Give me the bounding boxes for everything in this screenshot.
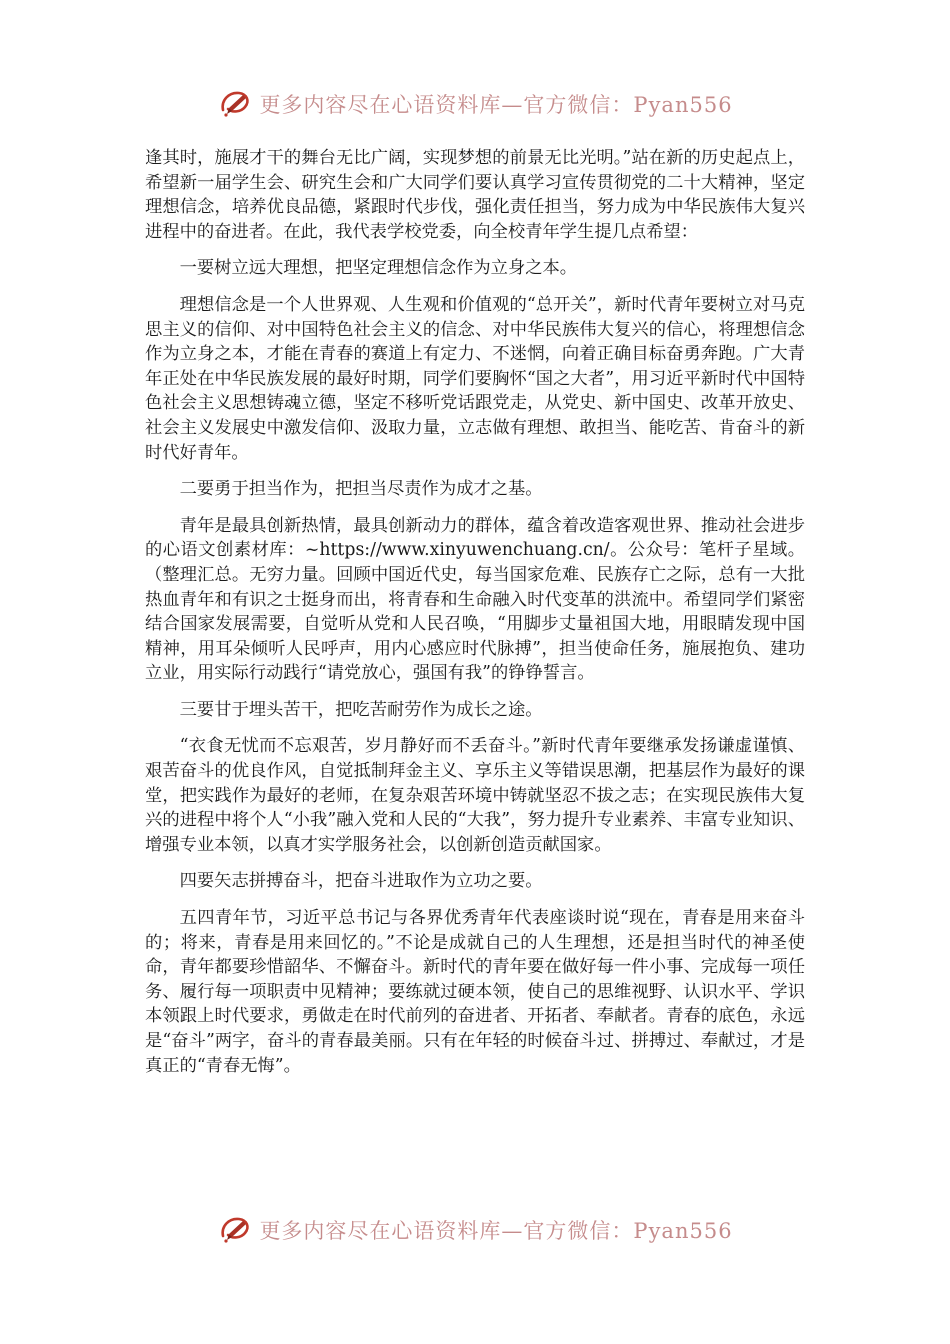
paragraph-point-1: 理想信念是一个人世界观、人生观和价值观的“总开关”，新时代青年要树立对马克思主义的信仰、对中国特色社会主义的信念、对中华民族伟大复兴的信心，将理想信念作为立身之本，才能在青春的赛道上有定力、不迷惘，向着正确目标奋勇奔跑。广大青年正处在中华民族发展的最好时期，同学们要胸怀“国之大者”，用习近平新时代中国特色社会主义思想铸魂立德，坚定不移听党话跟党走，从党史、新中国史、改革开放史、社会主义发展史中激发信仰、汲取力量，立志做有理想、敢担当、能吃苦、肯奋斗的新时代好青年。 [145, 294, 805, 463]
header-banner [0, 84, 950, 124]
heading-point-1: 一要树立远大理想，把坚定理想信念作为立身之本。 [179, 258, 578, 279]
heading-point-4: 四要矢志拼搏奋斗，把奋斗进取作为立功之要。 [179, 871, 543, 892]
red-pen-swirl-logo-icon [217, 86, 253, 122]
heading-point-2: 二要勇于担当作为，把担当尽责作为成才之基。 [179, 479, 543, 500]
paragraph-point-3: “衣食无忧而不忘艰苦，岁月静好而不丢奋斗。”新时代青年要继承发扬谦虚谨慎、艰苦奋斗的优良作风，自觉抵制拜金主义、享乐主义等错误思潮，把基层作为最好的课堂，把实践作为最好的老师，在复杂艰苦环境中铸就坚忍不拔之志；在实现民族伟大复兴的进程中将个人“小我”融入党和人民的“大我”，努力提升专业素养、丰富专业知识、增强专业本领，以真才实学服务社会，以创新创造贡献国家。 [145, 736, 805, 855]
banner-text: 更多内容尽在心语资料库—官方微信：Pyan556 [259, 93, 733, 117]
paragraph-intro: 逢其时，施展才干的舞台无比广阔，实现梦想的前景无比光明。”站在新的历史起点上，希望新一届学生会、研究生会和广大同学们要认真学习宣传贯彻党的二十大精神，坚定理想信念，培养优良品德，紧跟时代步伐，强化责任担当，努力成为中华民族伟大复兴进程中的奋进者。在此，我代表学校党委，向全校青年学生提几点希望： [145, 148, 805, 242]
red-pen-swirl-logo-icon [217, 1212, 253, 1248]
banner-text: 更多内容尽在心语资料库—官方微信：Pyan556 [259, 1219, 733, 1243]
heading-point-3: 三要甘于埋头苦干，把吃苦耐劳作为成长之途。 [179, 699, 543, 720]
paragraph-point-2: 青年是最具创新热情，最具创新动力的群体，蕴含着改造客观世界、推动社会进步的心语文创素材库：~https://www.xinyuwenchuang.cn/。公众号：笔杆子星域。（整理汇总。无穷力量。回顾中国近代史，每当国家危难、民族存亡之际，总有一大批热血青年和有识之士挺身而出，将青春和生命融入时代变革的洪流中。希望同学们紧密结合国家发展需要，自觉听从党和人民召唤，“用脚步丈量祖国大地，用眼睛发现中国精神，用耳朵倾听人民呼声，用内心感应时代脉搏”，担当使命任务，施展抱负、建功立业，用实际行动践行“请党放心，强国有我”的铮铮誓言。 [145, 515, 805, 684]
document-body [145, 146, 805, 1090]
paragraph-point-4: 五四青年节，习近平总书记与各界优秀青年代表座谈时说“现在，青春是用来奋斗的；将来，青春是用来回忆的。”不论是成就自己的人生理想，还是担当时代的神圣使命，青年都要珍惜韶华、不懈奋斗。新时代的青年要在做好每一件小事、完成每一项任务、履行每一项职责中见精神；要练就过硬本领，使自己的思维视野、认识水平、学识本领跟上时代要求，勇做走在时代前列的奋进者、开拓者、奉献者。青春的底色，永远是“奋斗”两字，奋斗的青春最美丽。只有在年轻的时候奋斗过、拼搏过、奉献过，才是真正的“青春无悔”。 [145, 908, 805, 1076]
footer-banner [0, 1210, 950, 1250]
